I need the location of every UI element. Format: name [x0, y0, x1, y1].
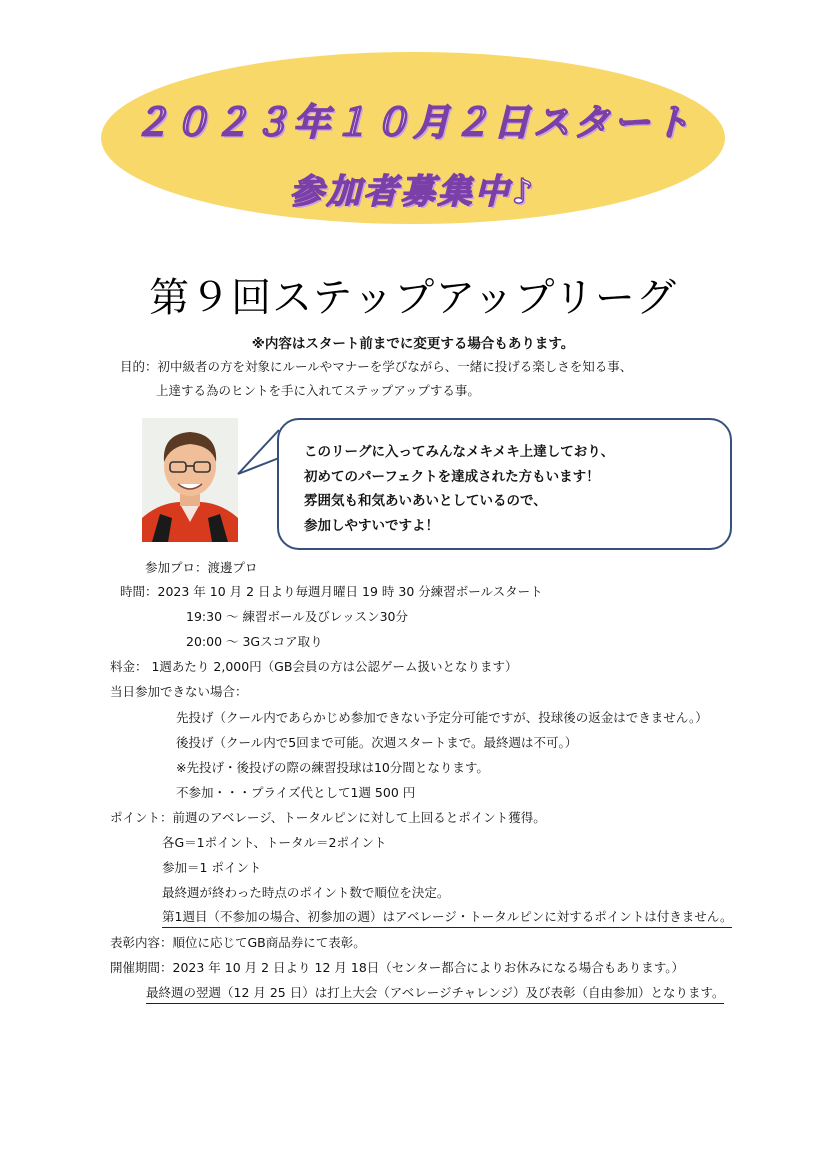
schedule-line-1: 時間：2023 年 10 月 2 日より毎週月曜日 19 時 30 分練習ボールスタート [120, 584, 543, 599]
speech-bubble-tail [236, 428, 282, 478]
points-heading: ポイント：前週のアベレージ、トータルピンに対して上回るとポイント獲得。 [110, 810, 546, 825]
speech-bubble-text [304, 440, 614, 538]
points-item-2: 参加＝1 ポイント [162, 860, 262, 875]
start-date-text: ２０２３年１０月２日スタート [133, 101, 693, 144]
points-item-3: 最終週が終わった時点のポイント数で順位を決定。 [162, 885, 450, 900]
fee-line: 料金： 1週あたり 2,000円（GB会員の方は公認ゲーム扱いとなります） [110, 659, 518, 674]
points-item-1: 各G＝1ポイント、トータル＝2ポイント [162, 835, 387, 850]
purpose-line-1: 目的：初中級者の方を対象にルールやマナーを学びながら、一緒に投げる楽しさを知る事、 [120, 359, 633, 374]
bubble-line-4: 参加しやすいですよ！ [304, 517, 439, 534]
purpose-line-2: 上達する為のヒントを手に入れてステップアップする事。 [156, 383, 480, 398]
schedule-line-2: 19:30 ～ 練習ボール及びレッスン30分 [186, 609, 409, 624]
absence-item-late: 後投げ（クール内で5回まで可能。次週スタートまで。最終週は不可。） [176, 735, 578, 750]
bubble-line-3: 雰囲気も和気あいあいとしているので、 [304, 493, 547, 509]
points-item-4: 第1週目（不参加の場合、初参加の週）はアベレージ・トータルピンに対するポイントは付きません。 [162, 909, 732, 928]
absence-item-early: 先投げ（クール内であらかじめ参加できない予定分可能ですが、投球後の返金はできません。） [176, 710, 708, 725]
bubble-line-1: このリーグに入ってみんなメキメキ上達しており、 [304, 444, 615, 460]
absence-heading: 当日参加できない場合： [110, 684, 248, 699]
page-title: 第９回ステップアップリーグ [149, 275, 677, 321]
absence-item-practice: ※先投げ・後投げの際の練習投球は10分間となります。 [176, 760, 489, 775]
change-notice: ※内容はスタート前までに変更する場合もあります。 [251, 336, 575, 352]
schedule-line-3: 20:00 ～ 3Gスコア取り [186, 634, 323, 649]
recruiting-text: 参加者募集中♪ [289, 172, 537, 212]
headline-banner [101, 52, 725, 224]
absence-item-nonparticipation: 不参加・・・プライズ代として1週 500 円 [176, 785, 416, 800]
period-line-2: 最終週の翌週（12 月 25 日）は打上大会（アベレージチャレンジ）及び表彰（自由参加）となります。 [146, 985, 724, 1004]
period-line-1: 開催期間：2023 年 10 月 2 日より 12 月 18日（センター都合によりお休みになる場合もあります。） [110, 960, 685, 975]
pro-photo [142, 418, 238, 542]
pro-portrait-image [142, 418, 238, 542]
award-line: 表彰内容：順位に応じてGB商品券にて表彰。 [110, 935, 366, 950]
bubble-line-2: 初めてのパーフェクトを達成された方もいます！ [304, 468, 600, 485]
participating-pro: 参加プロ：渡邊プロ [145, 560, 258, 575]
